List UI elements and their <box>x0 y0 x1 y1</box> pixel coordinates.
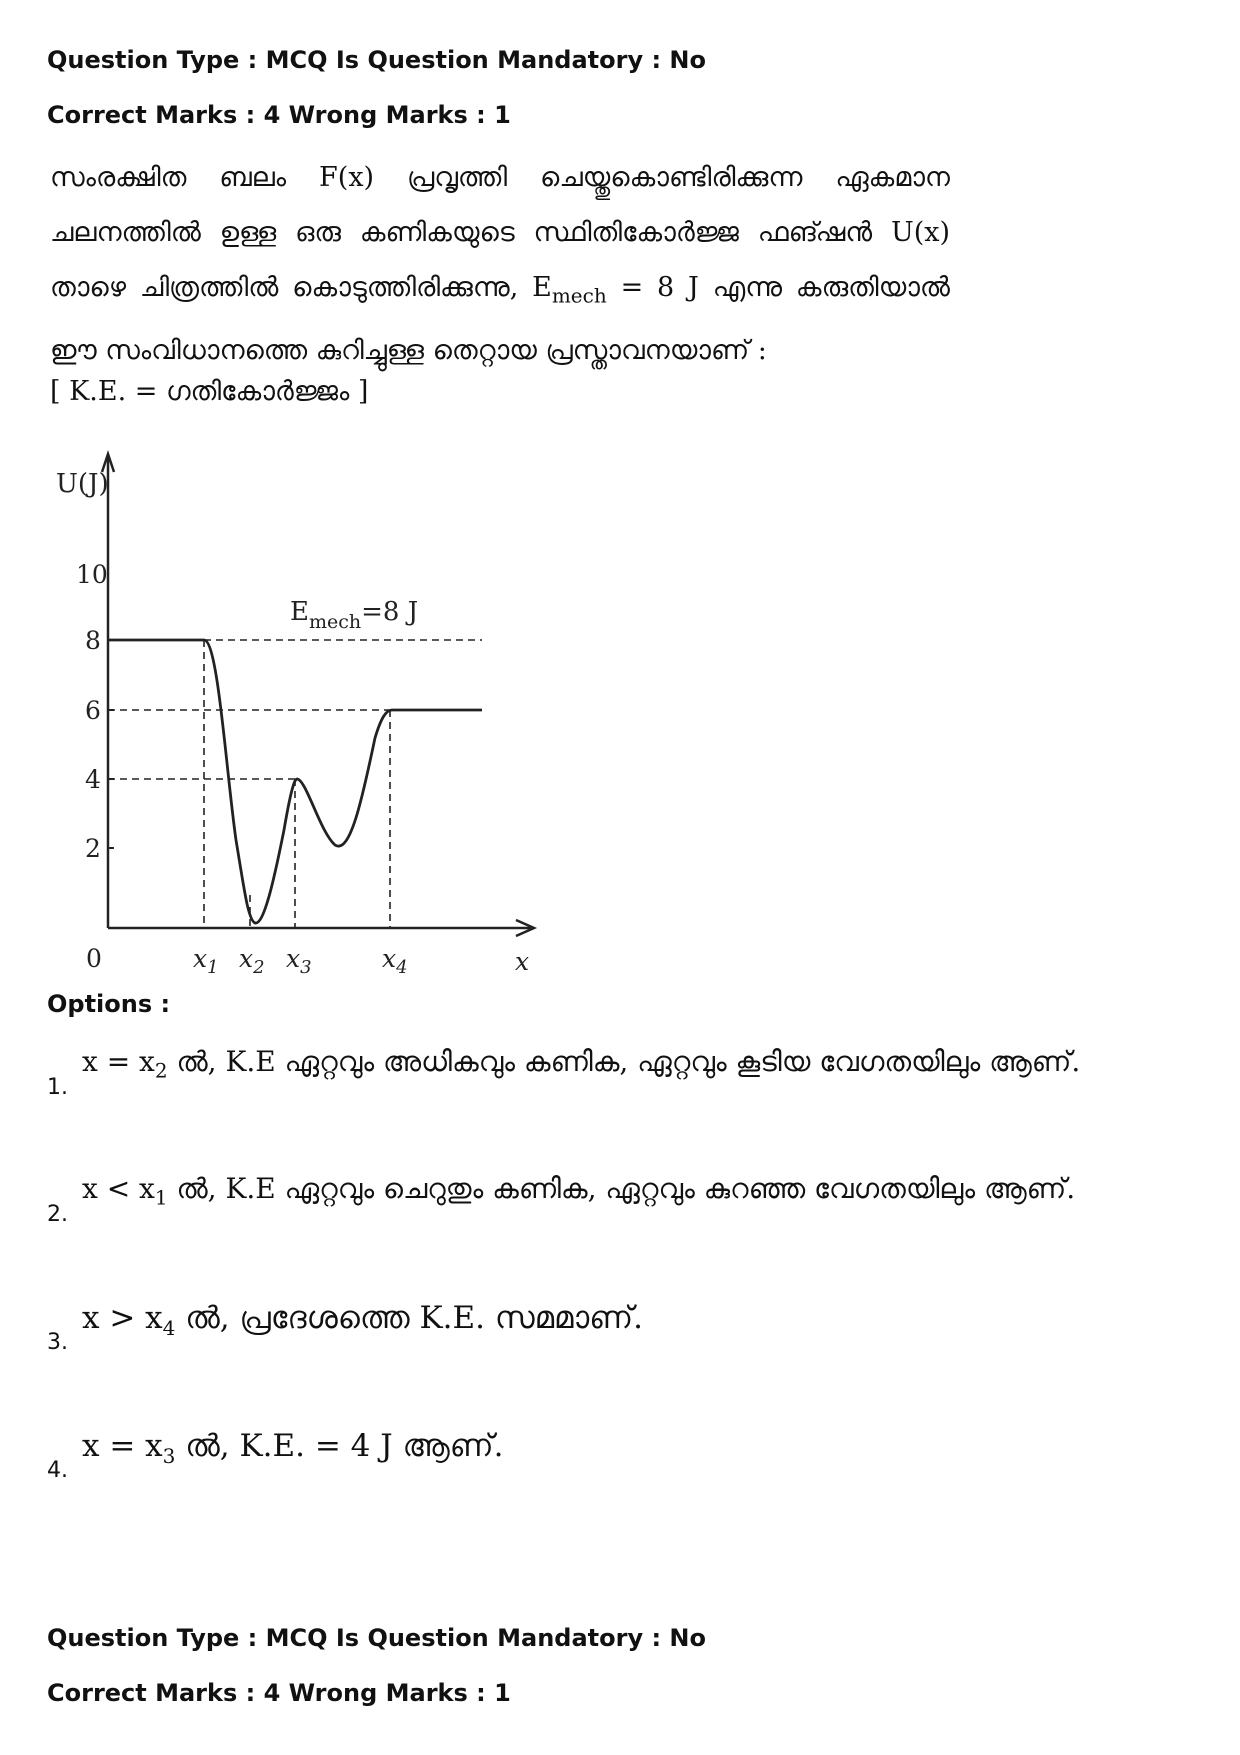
next-question-type-line: Question Type : MCQ Is Question Mandatory : No <box>47 1624 706 1652</box>
origin-label: 0 <box>86 944 102 973</box>
option-number: 4. <box>47 1458 68 1483</box>
emech-statement <box>532 272 699 308</box>
question-text-part2: എന്നു കരുതിയാൽ ഈ സംവിധാനത്തെ കുറിച്ചുള്ള തെറ്റായ പ്രസ്താവനയാണ് : <box>50 272 950 367</box>
x-tick-label-x2: $x_2$ <box>239 944 265 978</box>
option-text: $x = x_2$ ൽ, K.E ഏറ്റവും അധികവും കണിക, ഏറ്റവും കൂടിയ വേഗതയിലും ആണ്. <box>82 1045 1081 1083</box>
y-tick-label-2: 2 <box>85 834 101 863</box>
x-axis-label: x <box>515 947 530 976</box>
option-text: $x < x_1$ ൽ, K.E ഏറ്റവും ചെറുതും കണിക, ഏറ്റവും കുറഞ്ഞ വേഗതയിലും ആണ്. <box>82 1172 1076 1210</box>
next-marks-line: Correct Marks : 4 Wrong Marks : 1 <box>47 1679 511 1707</box>
question-type-line: Question Type : MCQ Is Question Mandatory : No <box>47 46 706 74</box>
y-tick-label-10: 10 <box>76 560 108 589</box>
x-tick-label-x1: $x_1$ <box>193 944 219 978</box>
question-text-part1: സംരക്ഷിത ബലം F(x) പ്രവൃത്തി ചെയ്തുകൊണ്ടിരിക്കുന്ന ഏകമാന ചലനത്തിൽ ഉള്ള ഒരു കണികയുടെ സ്ഥിതികോർജ്ജ ഫങ്ഷൻ U(x) താഴെ ചിത്രത്തിൽ കൊടുത്തിരിക്കുന്നു, <box>50 162 950 303</box>
question-text <box>50 150 950 378</box>
option-text: $x = x_3$ ൽ, K.E. = 4 J ആണ്. <box>82 1428 504 1469</box>
option-text: $x > x_4$ ൽ, പ്രദേശത്തെ K.E. സമമാണ്. <box>82 1300 643 1341</box>
emech-value: = 8 J <box>620 272 699 303</box>
y-axis-label: U(J) <box>56 469 109 499</box>
option-number: 2. <box>47 1202 68 1227</box>
y-tick-label-8: 8 <box>85 626 101 655</box>
emech-label: $E_{mech}=8$ J <box>290 597 419 633</box>
x-tick-label-x3: $x_3$ <box>286 944 312 978</box>
emech-subscript: mech <box>551 283 607 308</box>
option-number: 3. <box>47 1330 68 1355</box>
x-tick-label-x4: $x_4$ <box>382 944 408 978</box>
y-tick-label-6: 6 <box>85 696 101 725</box>
emech-symbol: E <box>532 272 552 303</box>
y-tick-label-4: 4 <box>85 765 101 794</box>
options-label: Options : <box>47 990 171 1018</box>
option-number: 1. <box>47 1075 68 1100</box>
marks-line: Correct Marks : 4 Wrong Marks : 1 <box>47 101 511 129</box>
potential-energy-graph <box>50 440 550 980</box>
ke-note: [ K.E. = ഗതികോർജ്ജം ] <box>50 376 369 407</box>
